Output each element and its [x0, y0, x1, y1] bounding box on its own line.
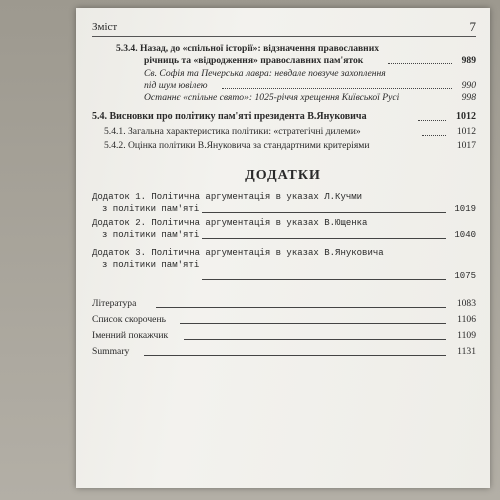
toc-appendix-1	[92, 192, 476, 215]
toc-entry-5-4-2	[104, 140, 476, 152]
toc-subentry-celebration	[144, 92, 476, 104]
toc-subentry-title: Останнє «спільне свято»: 1025-річчя хрещення Київської Русі	[144, 92, 400, 103]
toc-abbreviations	[92, 314, 476, 326]
toc-entry-title: Література	[92, 298, 137, 309]
toc-entry-page: 1083	[456, 298, 476, 309]
toc-entry-page: 1106	[457, 314, 476, 325]
toc-literature	[92, 298, 476, 310]
toc-entry-title: Список скорочень	[92, 314, 166, 325]
toc-entry-page: 989	[461, 54, 476, 66]
leader-dots	[222, 88, 452, 89]
leader-line	[202, 212, 446, 213]
toc-entry-number: 5.4.	[92, 111, 107, 122]
toc-entry-page: 1019	[454, 203, 476, 214]
toc-entry-title: Додаток 3. Політична аргументація в указах В.Януковича	[92, 248, 384, 258]
toc-entry-page: 1109	[457, 330, 476, 341]
toc-subentry-title: Св. Софія та Печерська лавра: невдале повзуче захоплення	[144, 68, 386, 79]
toc-subentry-title-cont: під шум ювілею	[144, 79, 208, 91]
toc-entry-title: Іменний покажчик	[92, 330, 169, 341]
toc-entry-page: 998	[461, 92, 476, 103]
leader-dots	[418, 120, 446, 121]
leader-line	[202, 238, 446, 239]
toc-appendix-2	[92, 218, 476, 241]
toc-entry-title-cont: з політики пам'яті	[102, 203, 200, 214]
toc-entry-title-cont: з політики пам'яті	[102, 229, 200, 240]
toc-entry-page: 1040	[454, 229, 476, 240]
appendix-heading: ДОДАТКИ	[245, 168, 321, 183]
toc-entry-page: 990	[461, 79, 476, 91]
toc-entry-title: Оцінка політики В.Януковича за стандартними критеріями	[128, 140, 370, 151]
toc-entry-title: Summary	[92, 346, 130, 357]
toc-entry-5-4	[92, 111, 476, 123]
toc-entry-page: 1131	[457, 346, 476, 357]
toc-entry-page: 1012	[456, 126, 476, 137]
toc-entry-title-cont: з політики пам'яті	[102, 259, 200, 270]
toc-entry-title: Загальна характеристика політики: «стратегічні дилеми»	[128, 126, 361, 137]
leader-line	[144, 355, 446, 356]
toc-entry-title: Назад, до «спільної історії»: відзначення православних	[140, 43, 380, 54]
toc-appendix-3	[92, 248, 476, 282]
running-header	[92, 18, 476, 37]
leader-line	[184, 339, 446, 340]
leader-dots	[388, 63, 452, 64]
toc-entry-title: Висновки про політику пам'яті президента В.Януковича	[109, 111, 367, 122]
toc-summary	[92, 346, 476, 358]
book-page	[76, 8, 490, 488]
header-section-title: Зміст	[92, 21, 118, 33]
leader-line	[180, 323, 446, 324]
toc-entry-number: 5.3.4.	[116, 43, 138, 54]
leader-line	[156, 307, 446, 308]
toc-entry-5-4-1	[104, 126, 476, 138]
leader-line	[202, 279, 446, 280]
toc-subentry-sofia	[144, 68, 476, 91]
toc-entry-title-cont: річниць та «відродження» православних пам'яток	[144, 54, 364, 66]
toc-entry-number: 5.4.2.	[104, 140, 126, 151]
toc-entry-number: 5.4.1.	[104, 126, 126, 137]
toc-name-index	[92, 330, 476, 342]
header-page-number: 7	[469, 19, 476, 34]
leader-dots	[422, 135, 446, 136]
toc-entry-page: 1075	[454, 270, 476, 281]
toc-entry-page: 1017	[456, 140, 476, 151]
toc-entry-title: Додаток 2. Політична аргументація в указах В.Ющенка	[92, 218, 368, 228]
toc-entry-page: 1012	[456, 111, 476, 122]
toc-entry-title: Додаток 1. Політична аргументація в указах Л.Кучми	[92, 192, 363, 202]
toc-entry-5-3-4	[116, 43, 476, 66]
